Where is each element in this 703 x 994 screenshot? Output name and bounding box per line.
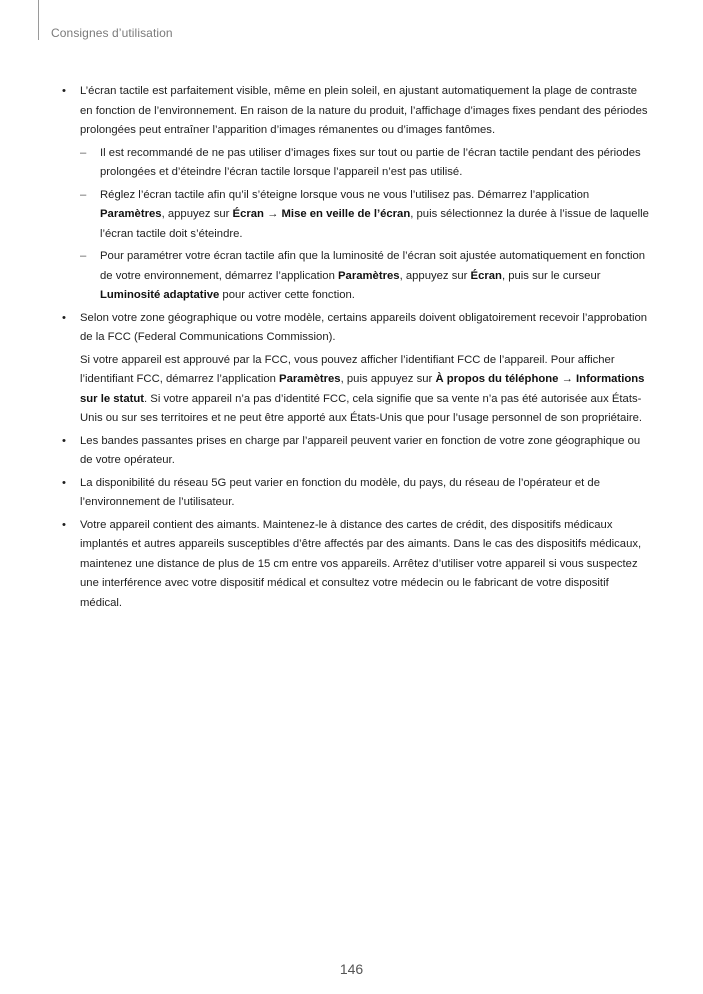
sub-item-text: Réglez l’écran tactile afin qu’il s’éteigne lorsque vous ne vous l’utilisez pas. Démarrez l’application Paramètres, appuyez sur Écran → Mise en veille de l’écran, puis sélectionnez la durée à l’issue de laquelle l’écran tactile doit s’éteindre. [100, 188, 649, 240]
bullet-text: L’écran tactile est parfaitement visible, même en plein soleil, en ajustant automatiquement la plage de contraste en fonction de l’environnement. En raison de la nature du produit, l’affichage d’images fixes pendant des périodes prolongées peut entraîner l’apparition d’images rémanentes ou d’images fantômes. [80, 85, 648, 136]
sub-item-adaptive-brightness [80, 247, 651, 306]
bullet-item-magnets [0, 516, 703, 614]
bullet-text: La disponibilité du réseau 5G peut varier en fonction du modèle, du pays, du réseau de l’opérateur et de l’environnement de l’utilisateur. [80, 476, 600, 508]
dash-mark: – [80, 146, 87, 159]
bullet-item-fcc [0, 309, 703, 429]
bullet-item-5g [0, 474, 703, 513]
bullet-text: Selon votre zone géographique ou votre modèle, certains appareils doivent obligatoirement recevoir l’approbation de la FCC (Federal Communications Commission). [80, 311, 648, 343]
dash-mark: – [80, 188, 87, 201]
settings-app-name: Paramètres [100, 208, 162, 220]
settings-app-name: Paramètres [279, 373, 341, 385]
bullet-mark: • [62, 434, 66, 447]
sub-item-text: Pour paramétrer votre écran tactile afin que la luminosité de l’écran soit ajustée automatiquement en fonction de votre environnement, démarrez l’application Paramètres, appuyez sur Écran, puis sur le curseur Luminosité adaptative pour activer cette fonction. [100, 250, 646, 301]
settings-app-name: Paramètres [338, 269, 400, 282]
sub-item-screen-timeout [80, 186, 651, 245]
sub-item-text: Il est recommandé de ne pas utiliser d’images fixes sur tout ou partie de l’écran tactile pendant des périodes prolongées et d’éteindre l’écran tactile lorsque l’appareil n’est pas utilisé. [100, 146, 641, 178]
bullet-text-fcc-id: Si votre appareil est approuvé par la FCC, vous pouvez afficher l’identifiant FCC de l’appareil. Pour afficher l’identifiant FCC, démarrez l’application Paramètres, puis appuyez sur À propos du téléphone → Informations sur le statut. Si votre appareil n’a pas d’identité FCC, cela signifie que sa vente n’a pas été autorisée aux États-Unis ou sur ses territoires et ne peut être apporté aux États-Unis que pour l’usage personnel de son propriétaire. [80, 353, 645, 424]
bullet-item-display [0, 82, 703, 306]
page-number: 146 [339, 961, 364, 977]
page-header-title: Consignes d’utilisation [51, 26, 173, 40]
header-rule [38, 0, 39, 40]
display-menu-name: Écran [232, 208, 264, 220]
bullet-mark: • [62, 85, 66, 97]
sub-item-static-images [80, 144, 651, 183]
bullet-item-bands [0, 432, 703, 471]
bullet-mark: • [62, 476, 66, 489]
dash-mark: – [80, 250, 87, 262]
display-menu-name: Écran [470, 269, 502, 282]
bullet-mark: • [62, 518, 66, 531]
about-phone-menu-name: À propos du téléphone [435, 373, 559, 385]
page-content [0, 82, 703, 616]
bullet-mark: • [62, 311, 66, 324]
bullet-text: Les bandes passantes prises en charge par l’appareil peuvent varier en fonction de votre zone géographique ou de votre opérateur. [80, 434, 641, 466]
status-info-menu-name: Informations sur le statut [80, 373, 645, 405]
screen-timeout-menu-name: Mise en veille de l’écran [281, 208, 411, 220]
adaptive-brightness-name: Luminosité adaptative [100, 289, 220, 301]
bullet-text: Votre appareil contient des aimants. Maintenez-le à distance des cartes de crédit, des dispositifs médicaux implantés et autres appareils susceptibles d’être affectés par des aimants. Dans le cas des dispositifs médicaux, maintenez une distance de plus de 15 cm entre vos appareils. Arrêtez d’utiliser votre appareil si vous suspectez une interférence avec votre dispositif médical et consultez votre médecin ou le fabricant de votre dispositif médical. [80, 518, 642, 609]
